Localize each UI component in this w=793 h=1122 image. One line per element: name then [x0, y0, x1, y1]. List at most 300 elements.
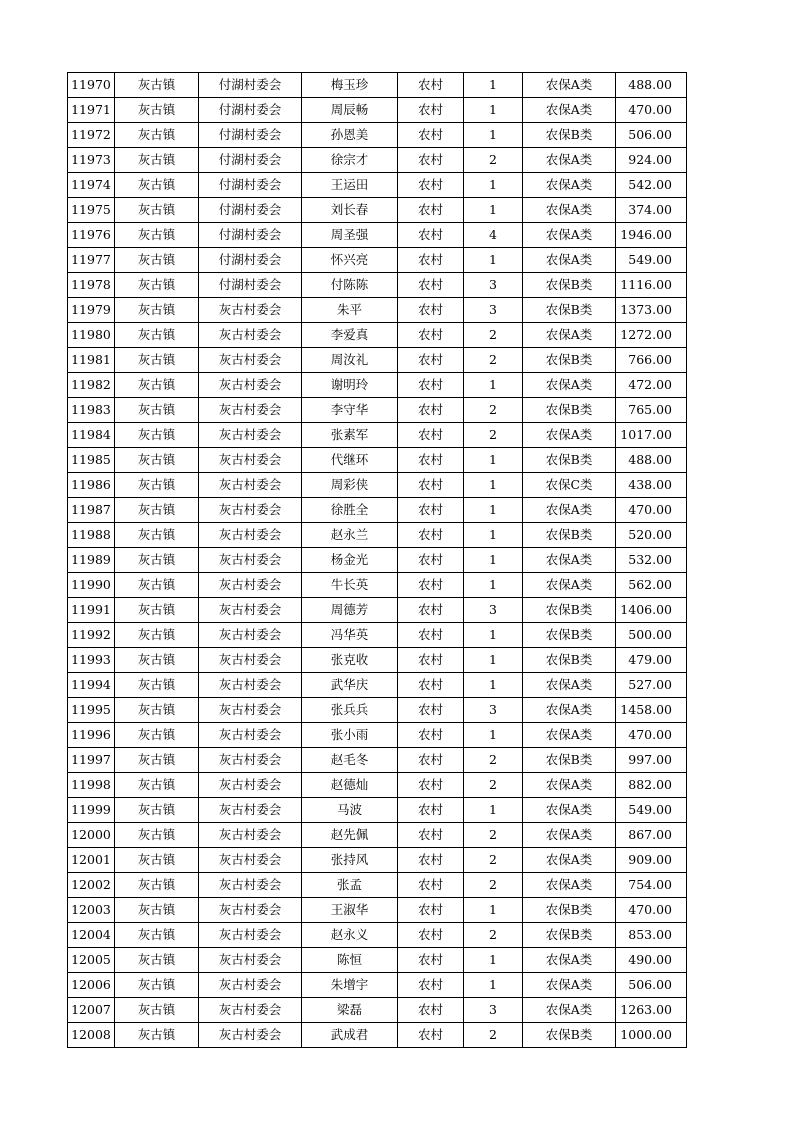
row-number: 11978: [68, 273, 115, 298]
name-cell: 朱平: [302, 298, 398, 323]
village-committee-cell: 付湖村委会: [199, 223, 302, 248]
town-cell: 灰古镇: [115, 173, 199, 198]
family-size-cell: 2: [464, 148, 523, 173]
village-committee-cell: 灰古村委会: [199, 398, 302, 423]
household-type-cell: 农村: [398, 673, 464, 698]
insurance-category-cell: 农保B类: [523, 923, 616, 948]
household-type-cell: 农村: [398, 698, 464, 723]
amount-cell: 562.00: [616, 573, 687, 598]
name-cell: 张孟: [302, 873, 398, 898]
town-cell: 灰古镇: [115, 148, 199, 173]
row-number: 11973: [68, 148, 115, 173]
village-committee-cell: 灰古村委会: [199, 823, 302, 848]
insurance-category-cell: 农保A类: [523, 673, 616, 698]
town-cell: 灰古镇: [115, 573, 199, 598]
household-type-cell: 农村: [398, 773, 464, 798]
village-committee-cell: 灰古村委会: [199, 573, 302, 598]
name-cell: 梁磊: [302, 998, 398, 1023]
table-row: [68, 423, 687, 448]
family-size-cell: 2: [464, 923, 523, 948]
town-cell: 灰古镇: [115, 898, 199, 923]
family-size-cell: 2: [464, 773, 523, 798]
insurance-category-cell: 农保A类: [523, 948, 616, 973]
row-number: 11991: [68, 598, 115, 623]
name-cell: 谢明玲: [302, 373, 398, 398]
town-cell: 灰古镇: [115, 773, 199, 798]
amount-cell: 506.00: [616, 123, 687, 148]
household-type-cell: 农村: [398, 923, 464, 948]
village-committee-cell: 付湖村委会: [199, 198, 302, 223]
insurance-category-cell: 农保A类: [523, 248, 616, 273]
insurance-category-cell: 农保A类: [523, 998, 616, 1023]
family-size-cell: 2: [464, 848, 523, 873]
insurance-category-cell: 农保A类: [523, 223, 616, 248]
town-cell: 灰古镇: [115, 598, 199, 623]
family-size-cell: 2: [464, 423, 523, 448]
insurance-category-cell: 农保A类: [523, 798, 616, 823]
town-cell: 灰古镇: [115, 323, 199, 348]
name-cell: 牛长英: [302, 573, 398, 598]
name-cell: 武成君: [302, 1023, 398, 1048]
town-cell: 灰古镇: [115, 498, 199, 523]
amount-cell: 479.00: [616, 648, 687, 673]
table-row: [68, 973, 687, 998]
town-cell: 灰古镇: [115, 823, 199, 848]
town-cell: 灰古镇: [115, 998, 199, 1023]
name-cell: 张小雨: [302, 723, 398, 748]
family-size-cell: 1: [464, 648, 523, 673]
row-number: 11985: [68, 448, 115, 473]
town-cell: 灰古镇: [115, 423, 199, 448]
household-type-cell: 农村: [398, 123, 464, 148]
insurance-category-cell: 农保A类: [523, 98, 616, 123]
amount-cell: 853.00: [616, 923, 687, 948]
row-number: 11976: [68, 223, 115, 248]
amount-cell: 765.00: [616, 398, 687, 423]
row-number: 12006: [68, 973, 115, 998]
household-type-cell: 农村: [398, 73, 464, 98]
amount-cell: 506.00: [616, 973, 687, 998]
amount-cell: 909.00: [616, 848, 687, 873]
row-number: 11970: [68, 73, 115, 98]
insurance-category-cell: 农保B类: [523, 398, 616, 423]
household-type-cell: 农村: [398, 148, 464, 173]
household-type-cell: 农村: [398, 573, 464, 598]
village-committee-cell: 灰古村委会: [199, 623, 302, 648]
household-type-cell: 农村: [398, 548, 464, 573]
name-cell: 刘长春: [302, 198, 398, 223]
insurance-category-cell: 农保A类: [523, 873, 616, 898]
table-row: [68, 623, 687, 648]
table-row: [68, 123, 687, 148]
town-cell: 灰古镇: [115, 248, 199, 273]
row-number: 11996: [68, 723, 115, 748]
village-committee-cell: 灰古村委会: [199, 373, 302, 398]
name-cell: 周圣强: [302, 223, 398, 248]
family-size-cell: 2: [464, 348, 523, 373]
table-row: [68, 198, 687, 223]
town-cell: 灰古镇: [115, 273, 199, 298]
town-cell: 灰古镇: [115, 948, 199, 973]
insurance-category-cell: 农保A类: [523, 548, 616, 573]
village-committee-cell: 灰古村委会: [199, 948, 302, 973]
table-row: [68, 98, 687, 123]
name-cell: 马波: [302, 798, 398, 823]
table-row: [68, 173, 687, 198]
village-committee-cell: 灰古村委会: [199, 873, 302, 898]
village-committee-cell: 灰古村委会: [199, 673, 302, 698]
household-type-cell: 农村: [398, 448, 464, 473]
village-committee-cell: 灰古村委会: [199, 1023, 302, 1048]
household-type-cell: 农村: [398, 873, 464, 898]
town-cell: 灰古镇: [115, 673, 199, 698]
name-cell: 冯华英: [302, 623, 398, 648]
family-size-cell: 3: [464, 698, 523, 723]
household-type-cell: 农村: [398, 398, 464, 423]
amount-cell: 924.00: [616, 148, 687, 173]
village-committee-cell: 付湖村委会: [199, 173, 302, 198]
family-size-cell: 1: [464, 73, 523, 98]
family-size-cell: 1: [464, 798, 523, 823]
insurance-category-cell: 农保A类: [523, 173, 616, 198]
insurance-category-cell: 农保B类: [523, 448, 616, 473]
town-cell: 灰古镇: [115, 923, 199, 948]
row-number: 11980: [68, 323, 115, 348]
town-cell: 灰古镇: [115, 398, 199, 423]
village-committee-cell: 灰古村委会: [199, 998, 302, 1023]
table-row: [68, 548, 687, 573]
village-committee-cell: 灰古村委会: [199, 523, 302, 548]
town-cell: 灰古镇: [115, 623, 199, 648]
village-committee-cell: 灰古村委会: [199, 348, 302, 373]
town-cell: 灰古镇: [115, 473, 199, 498]
town-cell: 灰古镇: [115, 73, 199, 98]
household-type-cell: 农村: [398, 173, 464, 198]
household-type-cell: 农村: [398, 273, 464, 298]
family-size-cell: 1: [464, 623, 523, 648]
name-cell: 张兵兵: [302, 698, 398, 723]
row-number: 11984: [68, 423, 115, 448]
household-type-cell: 农村: [398, 423, 464, 448]
town-cell: 灰古镇: [115, 123, 199, 148]
family-size-cell: 2: [464, 323, 523, 348]
family-size-cell: 1: [464, 948, 523, 973]
table-row: [68, 273, 687, 298]
table-row: [68, 748, 687, 773]
row-number: 12005: [68, 948, 115, 973]
village-committee-cell: 灰古村委会: [199, 923, 302, 948]
row-number: 12000: [68, 823, 115, 848]
table-row: [68, 148, 687, 173]
family-size-cell: 3: [464, 298, 523, 323]
amount-cell: 1373.00: [616, 298, 687, 323]
table-row: [68, 473, 687, 498]
table-row: [68, 923, 687, 948]
family-size-cell: 3: [464, 998, 523, 1023]
household-type-cell: 农村: [398, 473, 464, 498]
table-row: [68, 1023, 687, 1048]
village-committee-cell: 灰古村委会: [199, 748, 302, 773]
amount-cell: 470.00: [616, 898, 687, 923]
row-number: 11990: [68, 573, 115, 598]
insurance-category-cell: 农保A类: [523, 773, 616, 798]
insurance-category-cell: 农保A类: [523, 498, 616, 523]
insurance-category-cell: 农保B类: [523, 648, 616, 673]
amount-cell: 549.00: [616, 248, 687, 273]
name-cell: 赵德灿: [302, 773, 398, 798]
amount-cell: 488.00: [616, 73, 687, 98]
insurance-category-cell: 农保B类: [523, 523, 616, 548]
town-cell: 灰古镇: [115, 373, 199, 398]
family-size-cell: 3: [464, 273, 523, 298]
row-number: 12001: [68, 848, 115, 873]
family-size-cell: 1: [464, 973, 523, 998]
amount-cell: 754.00: [616, 873, 687, 898]
insurance-category-cell: 农保A类: [523, 973, 616, 998]
name-cell: 李爱真: [302, 323, 398, 348]
table-row: [68, 698, 687, 723]
row-number: 11998: [68, 773, 115, 798]
amount-cell: 374.00: [616, 198, 687, 223]
town-cell: 灰古镇: [115, 973, 199, 998]
table-row: [68, 223, 687, 248]
family-size-cell: 1: [464, 673, 523, 698]
row-number: 11975: [68, 198, 115, 223]
amount-cell: 500.00: [616, 623, 687, 648]
amount-cell: 882.00: [616, 773, 687, 798]
name-cell: 张克收: [302, 648, 398, 673]
village-committee-cell: 灰古村委会: [199, 448, 302, 473]
village-committee-cell: 灰古村委会: [199, 698, 302, 723]
insurance-category-cell: 农保A类: [523, 573, 616, 598]
table-row: [68, 523, 687, 548]
family-size-cell: 1: [464, 473, 523, 498]
name-cell: 赵毛冬: [302, 748, 398, 773]
table-row: [68, 998, 687, 1023]
table-row: [68, 898, 687, 923]
table-body: [68, 73, 687, 1048]
town-cell: 灰古镇: [115, 223, 199, 248]
amount-cell: 997.00: [616, 748, 687, 773]
row-number: 11993: [68, 648, 115, 673]
household-type-cell: 农村: [398, 798, 464, 823]
table-row: [68, 773, 687, 798]
village-committee-cell: 灰古村委会: [199, 323, 302, 348]
amount-cell: 1946.00: [616, 223, 687, 248]
row-number: 11987: [68, 498, 115, 523]
name-cell: 张持风: [302, 848, 398, 873]
household-type-cell: 农村: [398, 348, 464, 373]
name-cell: 孙恩美: [302, 123, 398, 148]
insurance-category-cell: 农保B类: [523, 898, 616, 923]
town-cell: 灰古镇: [115, 873, 199, 898]
amount-cell: 1017.00: [616, 423, 687, 448]
amount-cell: 867.00: [616, 823, 687, 848]
name-cell: 代继环: [302, 448, 398, 473]
family-size-cell: 1: [464, 173, 523, 198]
table-row: [68, 948, 687, 973]
amount-cell: 1458.00: [616, 698, 687, 723]
family-size-cell: 1: [464, 98, 523, 123]
amount-cell: 520.00: [616, 523, 687, 548]
village-committee-cell: 灰古村委会: [199, 423, 302, 448]
household-type-cell: 农村: [398, 1023, 464, 1048]
family-size-cell: 3: [464, 598, 523, 623]
row-number: 11997: [68, 748, 115, 773]
family-size-cell: 2: [464, 873, 523, 898]
row-number: 11974: [68, 173, 115, 198]
row-number: 11977: [68, 248, 115, 273]
insurance-category-cell: 农保B类: [523, 1023, 616, 1048]
village-committee-cell: 灰古村委会: [199, 798, 302, 823]
household-type-cell: 农村: [398, 373, 464, 398]
table-row: [68, 248, 687, 273]
town-cell: 灰古镇: [115, 448, 199, 473]
amount-cell: 1406.00: [616, 598, 687, 623]
insurance-category-cell: 农保A类: [523, 848, 616, 873]
amount-cell: 438.00: [616, 473, 687, 498]
family-size-cell: 1: [464, 248, 523, 273]
amount-cell: 766.00: [616, 348, 687, 373]
row-number: 12002: [68, 873, 115, 898]
family-size-cell: 1: [464, 198, 523, 223]
village-committee-cell: 灰古村委会: [199, 898, 302, 923]
village-committee-cell: 付湖村委会: [199, 98, 302, 123]
town-cell: 灰古镇: [115, 198, 199, 223]
row-number: 11979: [68, 298, 115, 323]
household-type-cell: 农村: [398, 948, 464, 973]
name-cell: 周辰畅: [302, 98, 398, 123]
row-number: 12008: [68, 1023, 115, 1048]
table-row: [68, 298, 687, 323]
amount-cell: 549.00: [616, 798, 687, 823]
row-number: 11995: [68, 698, 115, 723]
table-row: [68, 598, 687, 623]
family-size-cell: 1: [464, 523, 523, 548]
village-committee-cell: 灰古村委会: [199, 498, 302, 523]
table-row: [68, 573, 687, 598]
household-type-cell: 农村: [398, 823, 464, 848]
village-committee-cell: 灰古村委会: [199, 548, 302, 573]
name-cell: 周德芳: [302, 598, 398, 623]
insurance-category-cell: 农保A类: [523, 423, 616, 448]
town-cell: 灰古镇: [115, 548, 199, 573]
insurance-category-cell: 农保B类: [523, 348, 616, 373]
household-type-cell: 农村: [398, 898, 464, 923]
name-cell: 王运田: [302, 173, 398, 198]
name-cell: 赵永兰: [302, 523, 398, 548]
row-number: 11981: [68, 348, 115, 373]
family-size-cell: 1: [464, 573, 523, 598]
family-size-cell: 1: [464, 548, 523, 573]
town-cell: 灰古镇: [115, 798, 199, 823]
insurance-category-cell: 农保B类: [523, 123, 616, 148]
town-cell: 灰古镇: [115, 748, 199, 773]
insurance-category-cell: 农保A类: [523, 723, 616, 748]
village-committee-cell: 灰古村委会: [199, 298, 302, 323]
table-row: [68, 823, 687, 848]
row-number: 11999: [68, 798, 115, 823]
amount-cell: 1116.00: [616, 273, 687, 298]
insurance-category-cell: 农保C类: [523, 473, 616, 498]
town-cell: 灰古镇: [115, 1023, 199, 1048]
family-size-cell: 1: [464, 498, 523, 523]
household-type-cell: 农村: [398, 298, 464, 323]
household-type-cell: 农村: [398, 598, 464, 623]
insurance-category-cell: 农保B类: [523, 748, 616, 773]
village-committee-cell: 灰古村委会: [199, 723, 302, 748]
household-type-cell: 农村: [398, 998, 464, 1023]
insurance-category-cell: 农保A类: [523, 148, 616, 173]
name-cell: 付陈陈: [302, 273, 398, 298]
amount-cell: 1272.00: [616, 323, 687, 348]
insurance-category-cell: 农保B类: [523, 273, 616, 298]
name-cell: 徐宗才: [302, 148, 398, 173]
table-row: [68, 348, 687, 373]
amount-cell: 470.00: [616, 723, 687, 748]
amount-cell: 470.00: [616, 98, 687, 123]
insurance-category-cell: 农保A类: [523, 823, 616, 848]
row-number: 12004: [68, 923, 115, 948]
name-cell: 陈恒: [302, 948, 398, 973]
amount-cell: 1000.00: [616, 1023, 687, 1048]
name-cell: 王淑华: [302, 898, 398, 923]
family-size-cell: 2: [464, 398, 523, 423]
household-type-cell: 农村: [398, 648, 464, 673]
family-size-cell: 1: [464, 373, 523, 398]
table-row: [68, 848, 687, 873]
name-cell: 朱增宇: [302, 973, 398, 998]
amount-cell: 532.00: [616, 548, 687, 573]
town-cell: 灰古镇: [115, 723, 199, 748]
name-cell: 周汝礼: [302, 348, 398, 373]
family-size-cell: 2: [464, 1023, 523, 1048]
village-committee-cell: 灰古村委会: [199, 973, 302, 998]
name-cell: 梅玉珍: [302, 73, 398, 98]
family-size-cell: 2: [464, 823, 523, 848]
town-cell: 灰古镇: [115, 848, 199, 873]
family-size-cell: 1: [464, 448, 523, 473]
household-type-cell: 农村: [398, 848, 464, 873]
table-row: [68, 673, 687, 698]
household-type-cell: 农村: [398, 98, 464, 123]
amount-cell: 1263.00: [616, 998, 687, 1023]
row-number: 11986: [68, 473, 115, 498]
village-committee-cell: 灰古村委会: [199, 648, 302, 673]
insurance-category-cell: 农保B类: [523, 298, 616, 323]
family-size-cell: 1: [464, 723, 523, 748]
table-row: [68, 498, 687, 523]
household-type-cell: 农村: [398, 498, 464, 523]
village-committee-cell: 灰古村委会: [199, 473, 302, 498]
amount-cell: 542.00: [616, 173, 687, 198]
amount-cell: 470.00: [616, 498, 687, 523]
table-row: [68, 323, 687, 348]
name-cell: 赵先佩: [302, 823, 398, 848]
row-number: 11989: [68, 548, 115, 573]
village-committee-cell: 灰古村委会: [199, 773, 302, 798]
insurance-category-cell: 农保A类: [523, 698, 616, 723]
family-size-cell: 2: [464, 748, 523, 773]
town-cell: 灰古镇: [115, 98, 199, 123]
name-cell: 徐胜全: [302, 498, 398, 523]
village-committee-cell: 灰古村委会: [199, 598, 302, 623]
family-size-cell: 4: [464, 223, 523, 248]
household-type-cell: 农村: [398, 623, 464, 648]
town-cell: 灰古镇: [115, 648, 199, 673]
household-type-cell: 农村: [398, 748, 464, 773]
name-cell: 周彩侠: [302, 473, 398, 498]
